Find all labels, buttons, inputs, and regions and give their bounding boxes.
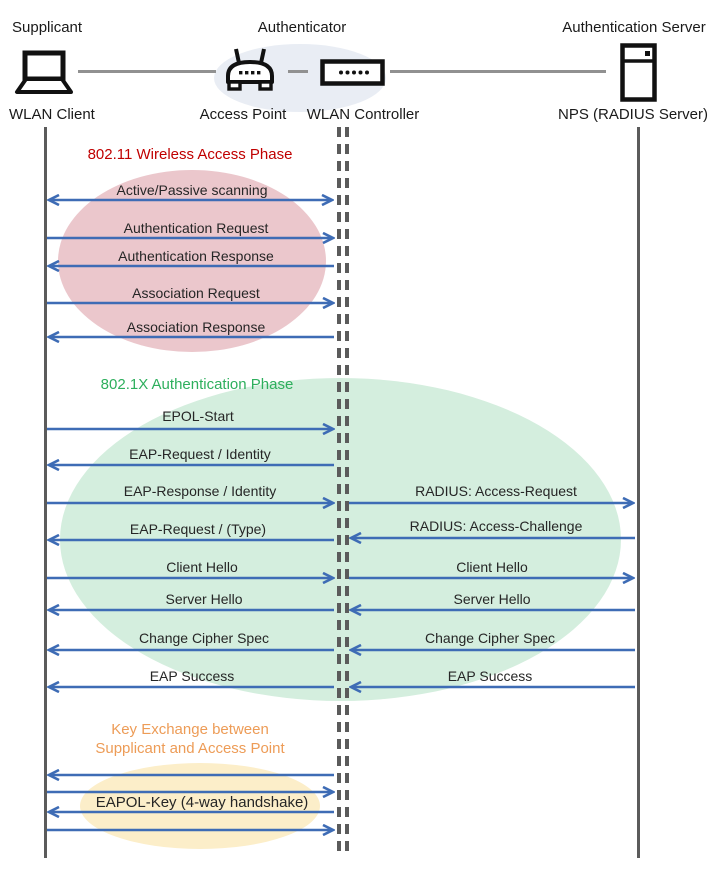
msg-change-cipher-spec-left: Change Cipher Spec <box>139 630 269 646</box>
msg-association-response: Association Response <box>126 319 266 335</box>
role-authentication-server: Authentication Server <box>562 19 706 36</box>
label-radius-server: NPS (RADIUS Server) <box>557 106 709 123</box>
phase-title-key-exchange-line1: Key Exchange between <box>111 721 269 738</box>
connector-ap-controller <box>288 70 308 73</box>
phase-title-authentication: 802.1X Authentication Phase <box>100 376 294 393</box>
phase-title-key-exchange-line2: Supplicant and Access Point <box>95 740 285 757</box>
msg-client-hello-left: Client Hello <box>166 559 238 575</box>
msg-authentication-request: Authentication Request <box>123 220 269 236</box>
lifeline-wlan-client <box>44 127 47 858</box>
msg-eap-request-identity: EAP-Request / Identity <box>129 446 271 462</box>
role-authenticator: Authenticator <box>257 19 347 36</box>
msg-active-passive-scanning: Active/Passive scanning <box>116 182 268 198</box>
msg-eap-success-right: EAP Success <box>447 668 533 684</box>
msg-eapol-key-handshake: EAPOL-Key (4-way handshake) <box>95 794 309 811</box>
lifeline-radius-server <box>637 127 640 858</box>
connector-client-ap <box>78 70 216 73</box>
msg-radius-access-request: RADIUS: Access-Request <box>415 483 577 499</box>
access-point-icon <box>221 46 279 99</box>
server-icon <box>620 43 658 108</box>
msg-client-hello-right: Client Hello <box>456 559 528 575</box>
connector-controller-server <box>390 70 606 73</box>
msg-server-hello-left: Server Hello <box>165 591 243 607</box>
wlan-controller-icon <box>320 59 386 92</box>
msg-server-hello-right: Server Hello <box>453 591 531 607</box>
msg-change-cipher-spec-right: Change Cipher Spec <box>425 630 555 646</box>
label-wlan-client: WLAN Client <box>9 106 95 123</box>
msg-association-request: Association Request <box>132 285 260 301</box>
lifeline-authenticator-right <box>345 127 349 856</box>
msg-eap-request-type: EAP-Request / (Type) <box>129 521 267 537</box>
msg-epol-start: EPOL-Start <box>162 408 234 424</box>
phase-title-wireless-access: 802.11 Wireless Access Phase <box>87 146 293 163</box>
msg-eap-success-left: EAP Success <box>149 668 235 684</box>
lifeline-authenticator-left <box>337 127 341 856</box>
msg-authentication-response: Authentication Response <box>118 248 274 264</box>
role-supplicant: Supplicant <box>12 19 83 36</box>
laptop-icon <box>13 50 75 101</box>
label-access-point: Access Point <box>199 106 287 123</box>
label-wlan-controller: WLAN Controller <box>306 106 420 123</box>
msg-eap-response-identity: EAP-Response / Identity <box>123 483 277 499</box>
msg-radius-access-challenge: RADIUS: Access-Challenge <box>409 518 583 534</box>
